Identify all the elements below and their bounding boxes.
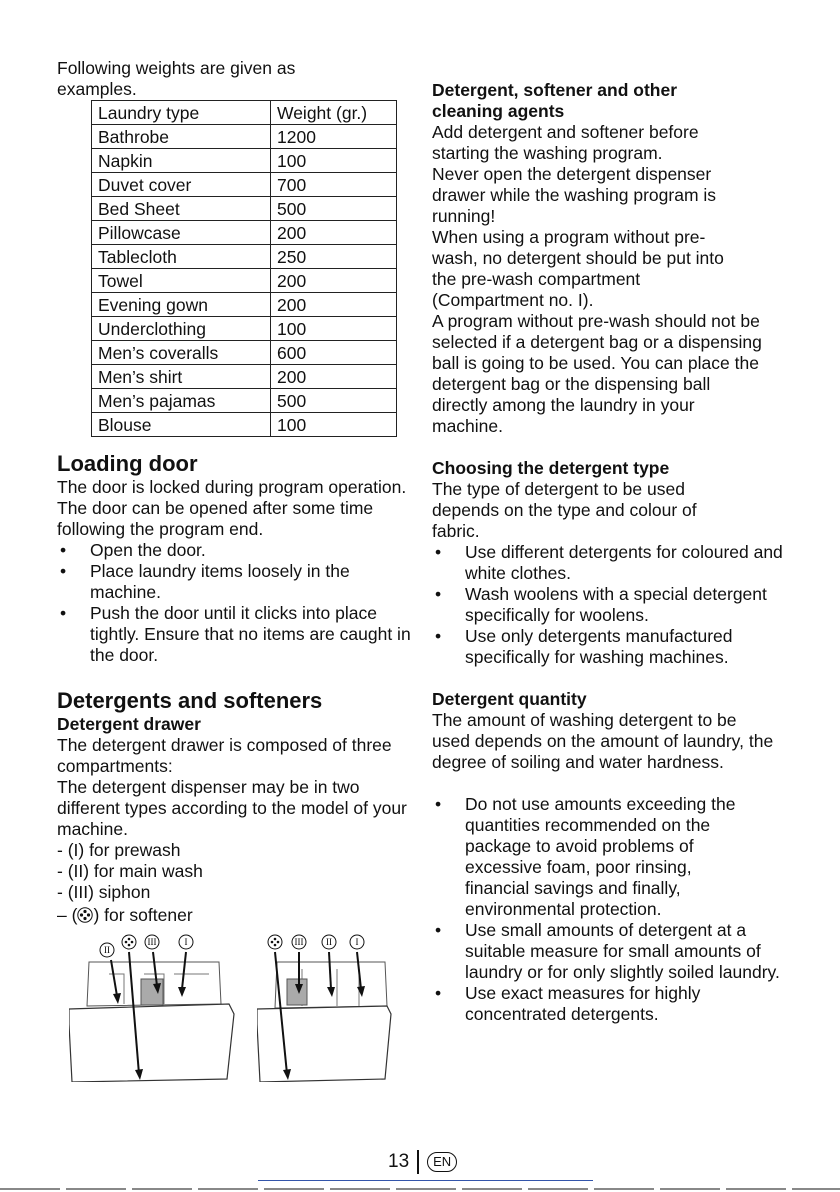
drawer-illustration-1 (69, 934, 239, 1082)
paragraph: When using a program without pre-wash, no detergent should be put into the pre-wash compartment (Compartment no. I). (432, 227, 724, 310)
list-item: • Push the door until it clicks into place tightly. Ensure that no items are caught in the door. (57, 603, 412, 666)
table-cell: Tablecloth (92, 245, 271, 269)
compartment-item-softener (57, 905, 412, 926)
table-row (92, 269, 397, 293)
detergent-type-list (432, 542, 792, 668)
flower-icon (268, 935, 282, 949)
softener-suffix: ) for softener (93, 905, 193, 925)
table-cell: 200 (271, 293, 397, 317)
table-cell: 1200 (271, 125, 397, 149)
left-column (57, 58, 412, 1084)
list-item: • Do not use amounts exceeding the quantities recommended on the package to avoid problems of excessive foam, poor rinsing, financial savings and finally, environmental protection. (432, 794, 745, 920)
paragraph: Add detergent and softener before starting the washing program. (432, 122, 699, 163)
table-cell: 200 (271, 365, 397, 389)
table-cell: Men’s coveralls (92, 341, 271, 365)
compartment-item: - (I) for prewash (57, 840, 181, 860)
paragraph: Never open the detergent dispenser drawer while the washing program is running! (432, 164, 717, 226)
table-row (92, 317, 397, 341)
compartment-item: - (II) for main wash (57, 861, 203, 881)
choosing-detergent-heading: Choosing the detergent type (432, 458, 670, 478)
dispenser-types: The detergent dispenser may be in two different types according to the model of your machine. (57, 777, 407, 839)
list-item: • Wash woolens with a special detergent specifically for woolens. (432, 584, 792, 626)
table-row (92, 197, 397, 221)
drawer-illustration-2 (257, 934, 397, 1082)
softener-prefix: – ( (57, 905, 78, 925)
weights-intro: Following weights are given as examples. (57, 58, 296, 99)
detergent-quantity-heading: Detergent quantity (432, 689, 587, 709)
table-cell: Bathrobe (92, 125, 271, 149)
table-cell: Blouse (92, 413, 271, 437)
label-text: III (294, 937, 304, 947)
table-cell: Men’s pajamas (92, 389, 271, 413)
table-row (92, 221, 397, 245)
paragraph: The type of detergent to be used depends on the type and colour of fabric. (432, 479, 697, 541)
loading-door-body: The door is locked during program operation. The door can be opened after some time following the program end. (57, 477, 407, 539)
label-text: I (184, 937, 188, 947)
list-item: • Use exact measures for highly concentrated detergents. (432, 983, 755, 1025)
flower-icon (77, 907, 93, 923)
detergent-quantity-list (432, 794, 792, 1025)
table-header-row (92, 101, 397, 125)
laundry-weight-table (91, 100, 397, 437)
flower-icon (122, 935, 136, 949)
compartment-label-II (100, 943, 114, 957)
table-cell: Men’s shirt (92, 365, 271, 389)
page-footer (388, 1150, 457, 1174)
list-item: • Use only detergents manufactured specifically for washing machines. (432, 626, 792, 668)
table-cell: Napkin (92, 149, 271, 173)
table-cell: Bed Sheet (92, 197, 271, 221)
table-row (92, 341, 397, 365)
table-cell: 500 (271, 389, 397, 413)
page-number: 13 (388, 1151, 410, 1172)
table-cell: 200 (271, 221, 397, 245)
list-item: • Use small amounts of detergent at a suitable measure for small amounts of laundry or for only slightly soiled laundry. (432, 920, 792, 983)
table-row (92, 293, 397, 317)
table-row (92, 365, 397, 389)
label-text: I (355, 937, 359, 947)
table-header: Laundry type (92, 101, 271, 125)
table-cell: 100 (271, 149, 397, 173)
table-cell: 100 (271, 413, 397, 437)
table-row (92, 149, 397, 173)
detergents-heading: Detergents and softeners (57, 688, 323, 713)
drawer-description: The detergent drawer is composed of three compartments: (57, 735, 392, 776)
table-cell: 700 (271, 173, 397, 197)
detergent-drawer-figures (57, 934, 412, 1084)
divider (258, 1180, 593, 1181)
page-edge-dashes (0, 1188, 840, 1190)
list-item: • Use different detergents for coloured and white clothes. (432, 542, 792, 584)
table-row (92, 173, 397, 197)
detergent-drawer-subheading: Detergent drawer (57, 714, 201, 734)
table-cell: 600 (271, 341, 397, 365)
table-cell: 500 (271, 197, 397, 221)
table-cell: Pillowcase (92, 221, 271, 245)
label-text: III (147, 937, 157, 947)
table-cell: Duvet cover (92, 173, 271, 197)
table-header: Weight (gr.) (271, 101, 397, 125)
table-row (92, 389, 397, 413)
compartment-item: - (III) siphon (57, 882, 151, 902)
paragraph: A program without pre-wash should not be selected if a detergent bag or a dispensing ball is going to be used. You can place the detergent bag or the dispensing ball directly among the laundry in your machine. (432, 311, 762, 436)
paragraph: The amount of washing detergent to be used depends on the amount of laundry, the degree of soiling and water hardness. (432, 710, 774, 772)
label-text: II (104, 945, 110, 955)
cleaning-agents-heading: Detergent, softener and other cleaning agents (432, 80, 678, 121)
list-item: • Place laundry items loosely in the machine. (57, 561, 412, 603)
table-cell: Towel (92, 269, 271, 293)
table-row (92, 245, 397, 269)
list-item: • Open the door. (57, 540, 412, 561)
table-cell: 100 (271, 317, 397, 341)
table-row (92, 413, 397, 437)
table-cell: 250 (271, 245, 397, 269)
loading-door-heading: Loading door (57, 451, 198, 476)
table-row (92, 125, 397, 149)
language-badge: EN (427, 1152, 457, 1172)
right-column (432, 80, 792, 1025)
table-cell: 200 (271, 269, 397, 293)
label-text: II (326, 937, 332, 947)
table-cell: Evening gown (92, 293, 271, 317)
loading-door-steps (57, 540, 412, 666)
table-cell: Underclothing (92, 317, 271, 341)
divider (417, 1150, 419, 1174)
